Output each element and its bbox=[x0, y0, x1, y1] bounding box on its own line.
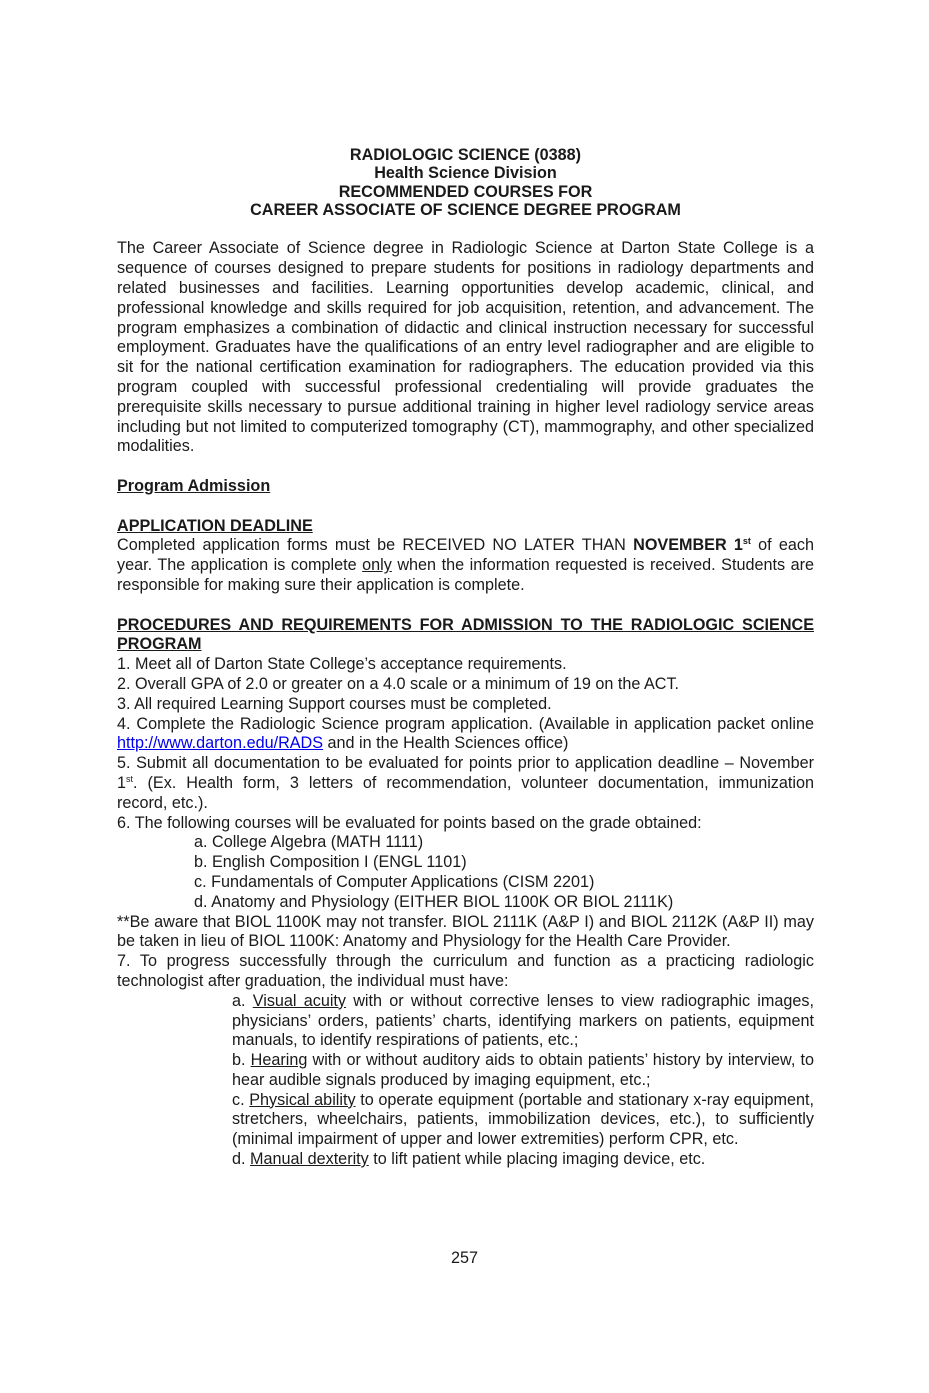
list-item: 6. The following courses will be evaluated for points based on the grade obtained: bbox=[117, 813, 702, 832]
header-division: Health Science Division bbox=[374, 164, 557, 183]
list-item: 4. Complete the Radiologic Science program application. (Available in application packet online http://www.darton.edu/RADS and in the Health Sciences office) bbox=[117, 714, 814, 753]
list-item: 7. To progress successfully through the curriculum and function as a practicing radiologic technologist after graduation, the individual must have: bbox=[117, 952, 814, 990]
requirement-item: a. Visual acuity with or without corrective lenses to view radiographic images, physicians’ orders, patients’ charts, identifying markers on patients, equipment manuals, to identify respirations of patients, etc.; bbox=[232, 991, 814, 1050]
requirement-item: c. Physical ability to operate equipment (portable and stationary x-ray equipment, stretchers, wheelchairs, patients, immobilization devices, etc.), to sufficiently (minimal impairment of upper and lower extremities) perform CPR, etc. bbox=[232, 1090, 814, 1149]
page-number: 257 bbox=[450, 1249, 478, 1267]
application-deadline-heading: APPLICATION DEADLINE bbox=[117, 516, 313, 535]
program-admission-heading: Program Admission bbox=[117, 476, 271, 495]
intro-paragraph: The Career Associate of Science degree in Radiologic Science at Darton State College is a sequence of courses designed to prepare students for positions in radiology departments and related businesses and facilities. Learning opportunities develop academic, clinical, and professional knowledge and skills required for job acquisition, retention, and advancement. The program emphasizes a combination of didactic and clinical instruction necessary for successful employment. Graduates have the qualifications of an entry level radiographer and are eligible to sit for the national certification examination for radiographers. The education provided via this program coupled with successful professional credentialing will provide graduates the prerequisite skills necessary to pursue additional training in higher level radiology service areas including but not limited to computerized tomography (CT), mammography, and other specialized modalities. bbox=[117, 239, 814, 456]
header-program: CAREER ASSOCIATE OF SCIENCE DEGREE PROGRAM bbox=[250, 201, 681, 220]
procedures-heading: PROCEDURES AND REQUIREMENTS FOR ADMISSION TO THE RADIOLOGIC SCIENCE PROGRAM bbox=[117, 615, 814, 654]
course-item: c. Fundamentals of Computer Applications (CISM 2201) bbox=[194, 872, 595, 891]
header-subtitle: RECOMMENDED COURSES FOR bbox=[338, 182, 593, 201]
deadline-date: NOVEMBER 1st bbox=[633, 536, 751, 555]
rads-link[interactable]: http://www.darton.edu/RADS bbox=[117, 734, 324, 753]
course-item: a. College Algebra (MATH 1111) bbox=[194, 833, 424, 852]
only-emphasis: only bbox=[362, 556, 392, 575]
requirement-item: b. Hearing with or without auditory aids to obtain patients’ history by interview, to hear audible signals produced by imaging equipment, etc.; bbox=[232, 1051, 814, 1089]
list-item: 2. Overall GPA of 2.0 or greater on a 4.0 scale or a minimum of 19 on the ACT. bbox=[117, 674, 680, 693]
list-item: 3. All required Learning Support courses must be completed. bbox=[117, 694, 552, 713]
document-header bbox=[117, 146, 814, 220]
list-item: 1. Meet all of Darton State College’s acceptance requirements. bbox=[117, 655, 567, 674]
application-deadline-text: Completed application forms must be RECEIVED NO LATER THAN NOVEMBER 1st of each year. The application is complete only when the information requested is received. Students are responsible for making sure their application is complete. bbox=[117, 536, 815, 594]
course-item: d. Anatomy and Physiology (EITHER BIOL 1100K OR BIOL 2111K) bbox=[194, 892, 674, 911]
transfer-note: **Be aware that BIOL 1100K may not transfer. BIOL 2111K (A&P I) and BIOL 2112K (A&P II) may be taken in lieu of BIOL 1100K: Anatomy and Physiology for the Health Care Provider. bbox=[117, 912, 814, 951]
course-item: b. English Composition I (ENGL 1101) bbox=[194, 853, 467, 872]
requirement-item: d. Manual dexterity to lift patient while placing imaging device, etc. bbox=[232, 1150, 706, 1169]
header-title: RADIOLOGIC SCIENCE (0388) bbox=[349, 146, 582, 164]
list-item: 5. Submit all documentation to be evaluated for points prior to application deadline – November 1st. (Ex. Health form, 3 letters of recommendation, volunteer documentation, immunization record, etc.). bbox=[117, 754, 814, 812]
document-page bbox=[117, 146, 814, 1170]
